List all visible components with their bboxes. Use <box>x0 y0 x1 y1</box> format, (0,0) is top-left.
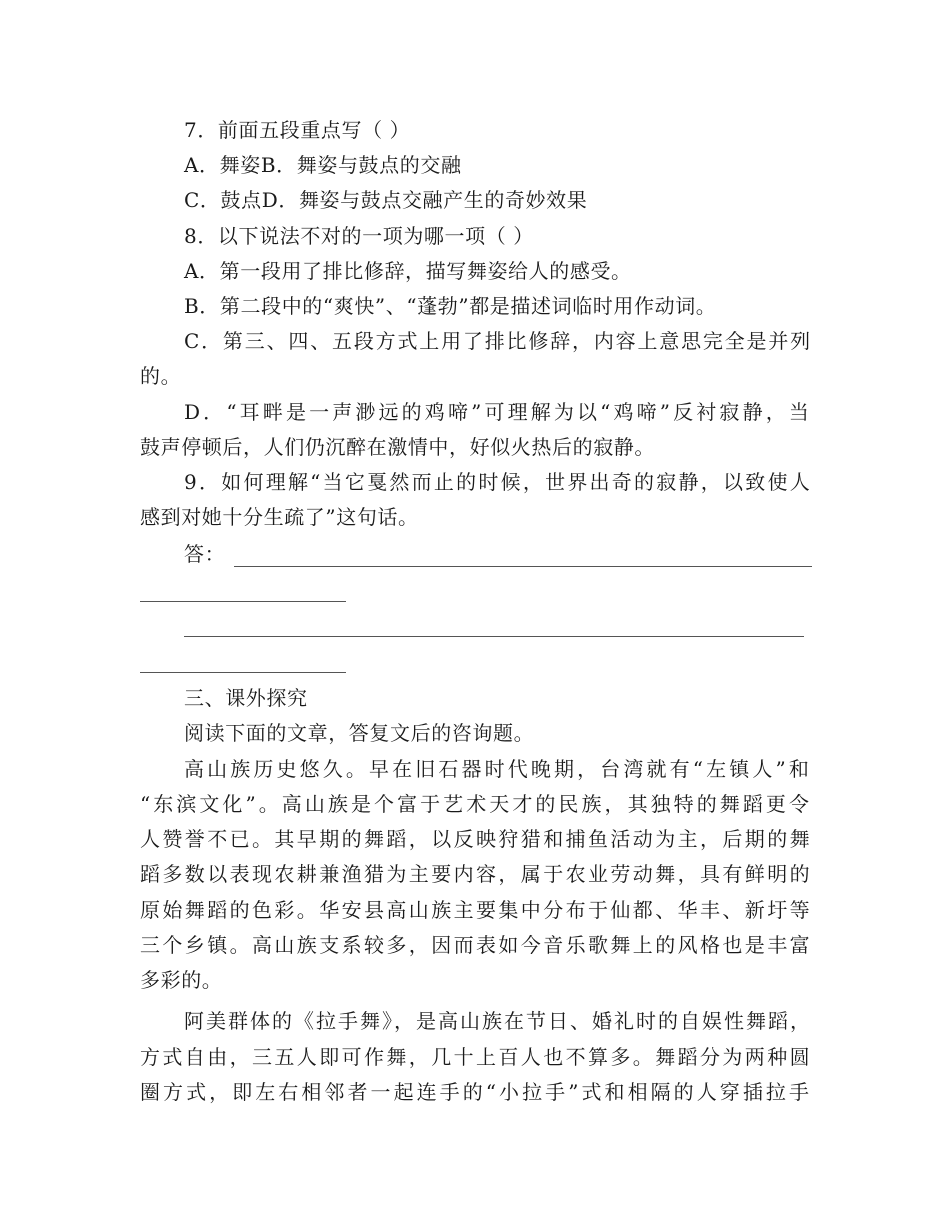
question-8-option-c-line2: 的。 <box>140 364 182 388</box>
passage-p1-line5: 原始舞蹈的色彩。华安县高山族主要集中分布于仙都、华丰、新圩等 <box>140 898 812 922</box>
passage-p1-line4: 蹈多数以表现农耕兼渔猎为主要内容，属于农业劳动舞，具有鲜明的 <box>140 862 812 886</box>
question-8-option-b: B．第二段中的“爽快”、“蓬勃”都是描述词临时用作动词。 <box>184 294 717 318</box>
answer-blank-line-4[interactable] <box>140 672 346 673</box>
reading-instruction: 阅读下面的文章，答复文后的咨询题。 <box>184 721 535 745</box>
question-8-option-a: A．第一段用了排比修辞，描写舞姿给人的感受。 <box>184 259 632 283</box>
question-9-line2: 感到对她十分生疏了”这句话。 <box>140 505 419 529</box>
question-9-line1: 9．如何理解“当它戛然而止的时候，世界出奇的寂静，以致使人 <box>184 470 812 494</box>
answer-blank-line-2[interactable] <box>140 601 346 602</box>
question-8-option-c-line1: C．第三、四、五段方式上用了排比修辞，内容上意思完全是并列 <box>184 329 812 353</box>
question-7-options-cd: C．鼓点D．舞姿与鼓点交融产生的奇妙效果 <box>184 188 588 212</box>
passage-p2-line3: 圈方式，即左右相邻者一起连手的“小拉手”式和相隔的人穿插拉手 <box>140 1080 812 1104</box>
passage-p1-line3: 人赞誉不已。其早期的舞蹈，以反映狩猎和捕鱼活动为主，后期的舞 <box>140 827 812 851</box>
answer-blank-line-1[interactable] <box>234 566 812 567</box>
question-7-options-ab: A．舞姿B．舞姿与鼓点的交融 <box>184 153 462 177</box>
passage-p1-line2: “东滨文化”。高山族是个富于艺术天才的民族，其独特的舞蹈更令 <box>140 792 812 816</box>
passage-p2-line1: 阿美群体的《拉手舞》，是高山族在节日、婚礼时的自娱性舞蹈， <box>184 1009 812 1033</box>
passage-p1-line1: 高山族历史悠久。早在旧石器时代晚期，台湾就有“左镇人”和 <box>184 757 812 781</box>
answer-blank-line-3[interactable] <box>184 636 804 637</box>
passage-p1-line6: 三个乡镇。高山族支系较多，因而表如今音乐歌舞上的风格也是丰富 <box>140 933 812 957</box>
passage-p1-line7: 多彩的。 <box>140 968 223 992</box>
section-heading-extracurricular: 三、课外探究 <box>184 686 308 710</box>
question-8-option-d-line1: D．“耳畔是一声渺远的鸡啼”可理解为以“鸡啼”反衬寂静，当 <box>184 400 812 424</box>
question-8-stem: 8．以下说法不对的一项为哪一项（ ） <box>184 224 534 248</box>
question-8-option-d-line2: 鼓声停顿后，人们仍沉醉在激情中，好似火热后的寂静。 <box>140 435 655 459</box>
answer-label: 答： <box>184 542 226 566</box>
passage-p2-line2: 方式自由，三五人即可作舞，几十上百人也不算多。舞蹈分为两种圆 <box>140 1045 812 1069</box>
question-7-stem: 7．前面五段重点写（ ） <box>184 118 411 142</box>
